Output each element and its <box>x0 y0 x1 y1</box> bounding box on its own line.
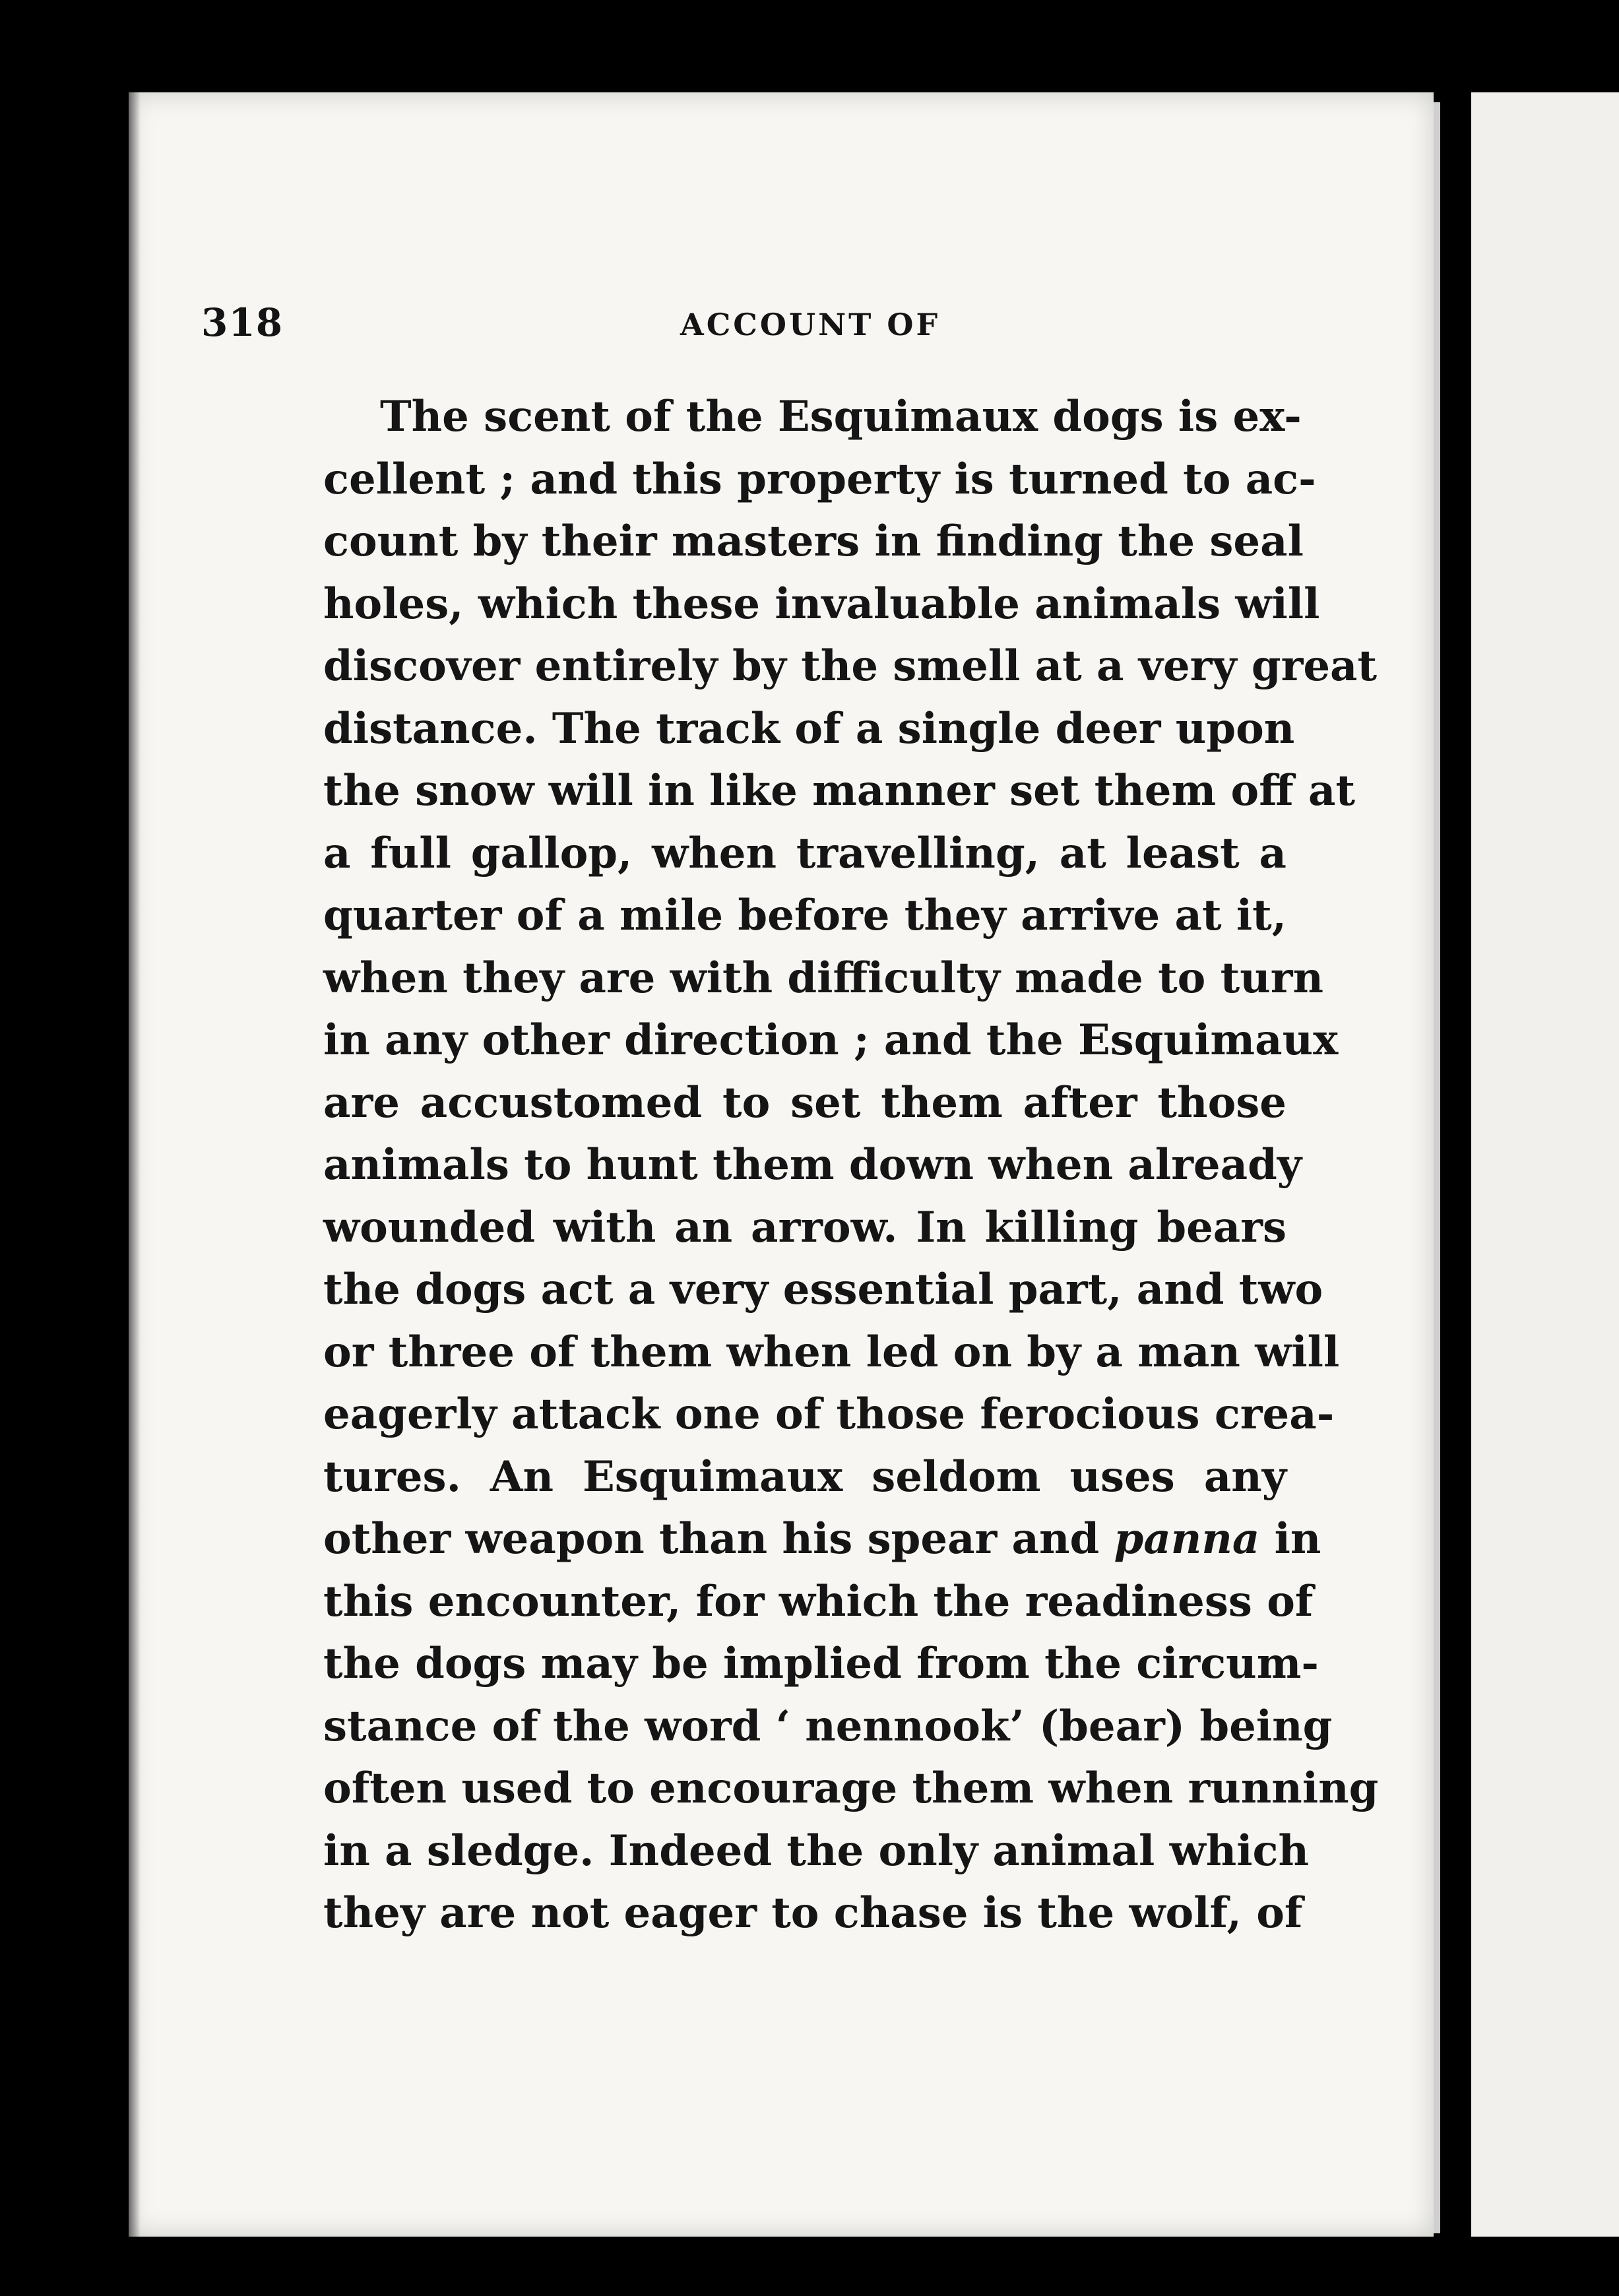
text-line: in any other direction ; and the Esquimaux <box>323 1015 1339 1065</box>
text-line: eagerly attack one of those ferocious crea- <box>323 1389 1335 1439</box>
text-line: wounded with an arrow. In killing bears <box>323 1202 1286 1252</box>
text-line: the snow will in like manner set them off at <box>323 766 1356 815</box>
text-line: a full gallop, when travelling, at least a <box>323 828 1286 878</box>
text-line: count by their masters in finding the seal <box>323 517 1304 566</box>
page-header <box>201 300 1323 360</box>
text-line: animals to hunt them down when already <box>323 1140 1302 1190</box>
text-line: or three of them when led on by a man will <box>323 1327 1340 1377</box>
page-edge <box>1434 102 1440 2233</box>
text-line: quarter of a mile before they arrive at it, <box>323 891 1286 940</box>
page-number: 318 <box>201 300 284 345</box>
text-line: tures. An Esquimaux seldom uses any <box>323 1451 1286 1502</box>
text-line: in a sledge. Indeed the only animal which <box>323 1826 1310 1876</box>
running-head: ACCOUNT OF <box>680 307 941 342</box>
text-line: the dogs may be implied from the circum- <box>323 1639 1319 1688</box>
text-segment: in <box>1274 1514 1321 1564</box>
text-line: the dogs act a very essential part, and two <box>323 1265 1323 1314</box>
italic-word: panna <box>1114 1514 1260 1564</box>
body-paragraph <box>323 386 1379 1945</box>
text-line <box>323 1508 1321 1571</box>
text-line: cellent ; and this property is turned to ac- <box>323 454 1316 504</box>
text-line: they are not eager to chase is the wolf, of <box>323 1888 1303 1938</box>
text-segment: other weapon than his spear and <box>323 1514 1100 1564</box>
text-line: The scent of the Esquimaux dogs is ex- <box>380 392 1302 441</box>
text-line: when they are with difficulty made to turn <box>323 953 1323 1003</box>
text-line: discover entirely by the smell at a very great <box>323 641 1378 691</box>
text-line: this encounter, for which the readiness of <box>323 1576 1314 1626</box>
facing-page <box>1471 92 1619 2237</box>
text-line: distance. The track of a single deer upon <box>323 703 1295 753</box>
text-line: holes, which these invaluable animals will <box>323 579 1320 629</box>
text-line: often used to encourage them when running <box>323 1764 1379 1813</box>
text-line: are accustomed to set them after those <box>323 1077 1286 1128</box>
text-line: stance of the word ‘ nennook’ (bear) being <box>323 1701 1333 1751</box>
